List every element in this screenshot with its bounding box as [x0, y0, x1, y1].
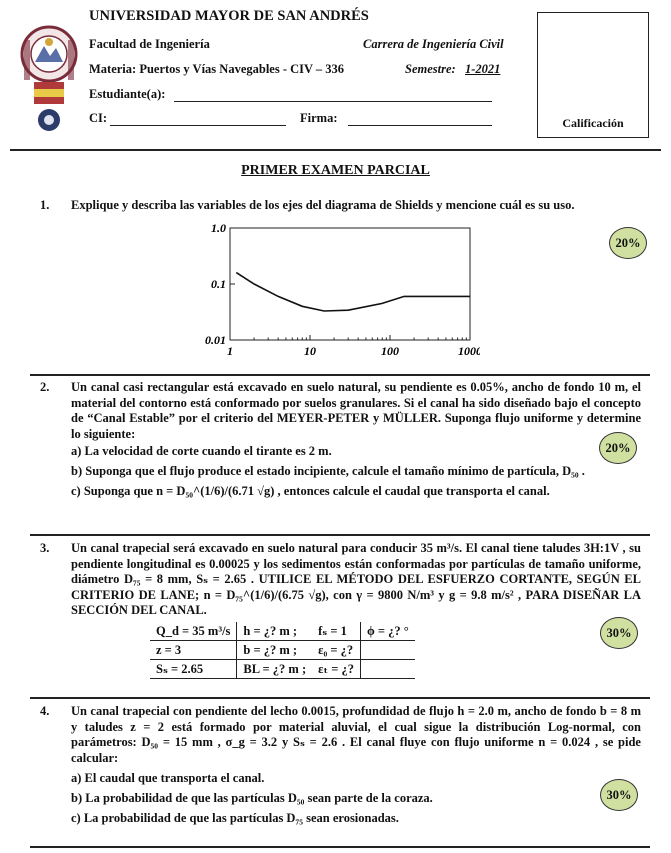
q3-number: 3.	[40, 541, 50, 555]
shields-curve	[236, 273, 470, 311]
signature-label: Firma:	[300, 111, 338, 125]
q2-item-c: c) Suponga que n = D₅₀^(1/6)/(6.71 √g) , entonces calcule el caudal que transporta el canal.	[71, 484, 550, 498]
y-tick-label: 0.1	[211, 277, 226, 291]
x-tick-label: 1	[227, 344, 233, 358]
bottom-divider	[30, 846, 650, 848]
table-cell: z = 3	[150, 641, 237, 660]
q1-divider	[30, 374, 650, 376]
university-name: UNIVERSIDAD MAYOR DE SAN ANDRÉS	[89, 8, 369, 24]
table-cell: Q_d = 35 m³/s	[150, 622, 237, 641]
faculty-name: Facultad de Ingeniería	[89, 37, 210, 51]
grade-box	[537, 12, 649, 138]
q3-text: Un canal trapecial será excavado en suelo natural para conducir 35 m³/s. El canal tiene taludes 3H:1V , su pendiente longitudinal es 0.00025 y los sedimentos están conformadas por partículas de tamaño uniforme, diámetro D₇₅ = 8 mm, Sₛ = 2.65 . UTILICE EL MÉTODO DEL ESFUERZO CORTANTE, SEGÚN EL CRITERIO DE LANE; n = D₇₅^(1/6)/(6.75 √g), con γ = 9800 N/m³ y g = 9.8 m/s² , PARA DISEÑAR LA SECCIÓN DEL CANAL.	[71, 541, 641, 617]
table-cell	[360, 660, 414, 679]
q2-number: 2.	[40, 380, 50, 394]
q2-weight-badge: 20%	[599, 432, 637, 464]
subject-name: Materia: Puertos y Vías Navegables - CIV – 336	[89, 62, 345, 76]
x-tick-label: 1000	[458, 344, 480, 358]
ci-line	[110, 125, 286, 126]
table-cell: Sₛ = 2.65	[150, 660, 237, 679]
shields-diagram	[190, 220, 480, 360]
table-cell: ε₀ = ¿?	[312, 641, 360, 660]
university-logo	[20, 10, 78, 138]
q4-item-c: c) La probabilidad de que las partículas D₇₅ sean erosionadas.	[71, 811, 399, 825]
student-line	[174, 101, 492, 102]
q1-number: 1.	[40, 198, 50, 212]
q3-data-table	[150, 622, 415, 679]
table-cell: ϕ = ¿? °	[360, 622, 414, 641]
semester-value: 1-2021	[465, 62, 501, 76]
x-tick-label: 10	[304, 344, 316, 358]
signature-line	[348, 125, 492, 126]
table-cell: εₜ = ¿?	[312, 660, 360, 679]
exam-title: PRIMER EXAMEN PARCIAL	[241, 163, 430, 178]
table-cell: BL = ¿? m ;	[237, 660, 312, 679]
grade-label: Calificación	[562, 116, 624, 130]
q3-divider	[30, 697, 650, 699]
q4-number: 4.	[40, 704, 50, 718]
table-row	[150, 641, 415, 660]
q1-text: Explique y describa las variables de los ejes del diagrama de Shields y mencione cuál es su uso.	[71, 198, 575, 212]
q4-text: Un canal trapecial con pendiente del lecho 0.0015, profundidad de flujo h = 2.0 m, ancho de fondo b = 8 m y taludes z = 2 está formado por material aluvial, el cual sigue la distribución Log-normal, con parámetros: D₅₀ = 15 mm , σ_g = 3.2 y Sₛ = 2.6 . El canal fluye con flujo uniforme n = 0.024 , se pide calcular:	[71, 704, 641, 765]
header-divider	[10, 149, 661, 151]
q3-weight-badge: 30%	[600, 617, 638, 649]
table-cell: h = ¿? m ;	[237, 622, 312, 641]
plot-frame	[230, 228, 470, 340]
q2-item-b: b) Suponga que el flujo produce el estado incipiente, calcule el tamaño mínimo de partícula, D₅₀ .	[71, 464, 585, 478]
table-cell: b = ¿? m ;	[237, 641, 312, 660]
shields-chart-svg	[190, 220, 480, 360]
q2-text: Un canal casi rectangular está excavado en suelo natural, su pendiente es 0.05%, ancho de fondo 10 m, el material del contorno está conformado por suelos granulares. Si el canal ha sido diseñado bajo el concepto de “Canal Estable” por el criterio del MEYER-PETER y MÜLLER. Suponga flujo uniforme y determine lo siguiente:	[71, 380, 641, 441]
career-name: Carrera de Ingeniería Civil	[363, 37, 504, 51]
q4-weight-badge: 30%	[600, 779, 638, 811]
ci-label: CI:	[89, 111, 108, 125]
q1-weight-badge: 20%	[609, 227, 647, 259]
y-tick-label: 1.0	[211, 221, 226, 235]
q2-divider	[30, 534, 650, 536]
y-tick-label: 0.01	[205, 333, 226, 347]
table-cell: fₛ = 1	[312, 622, 360, 641]
student-label: Estudiante(a):	[89, 87, 166, 101]
table-cell	[360, 641, 414, 660]
q2-item-a: a) La velocidad de corte cuando el tirante es 2 m.	[71, 444, 332, 458]
q4-item-a: a) El caudal que transporta el canal.	[71, 771, 265, 785]
q4-item-b: b) La probabilidad de que las partículas D₅₀ sean parte de la coraza.	[71, 791, 433, 805]
table-row	[150, 622, 415, 641]
semester-label: Semestre:	[405, 62, 456, 76]
x-tick-label: 100	[381, 344, 399, 358]
table-row	[150, 660, 415, 679]
